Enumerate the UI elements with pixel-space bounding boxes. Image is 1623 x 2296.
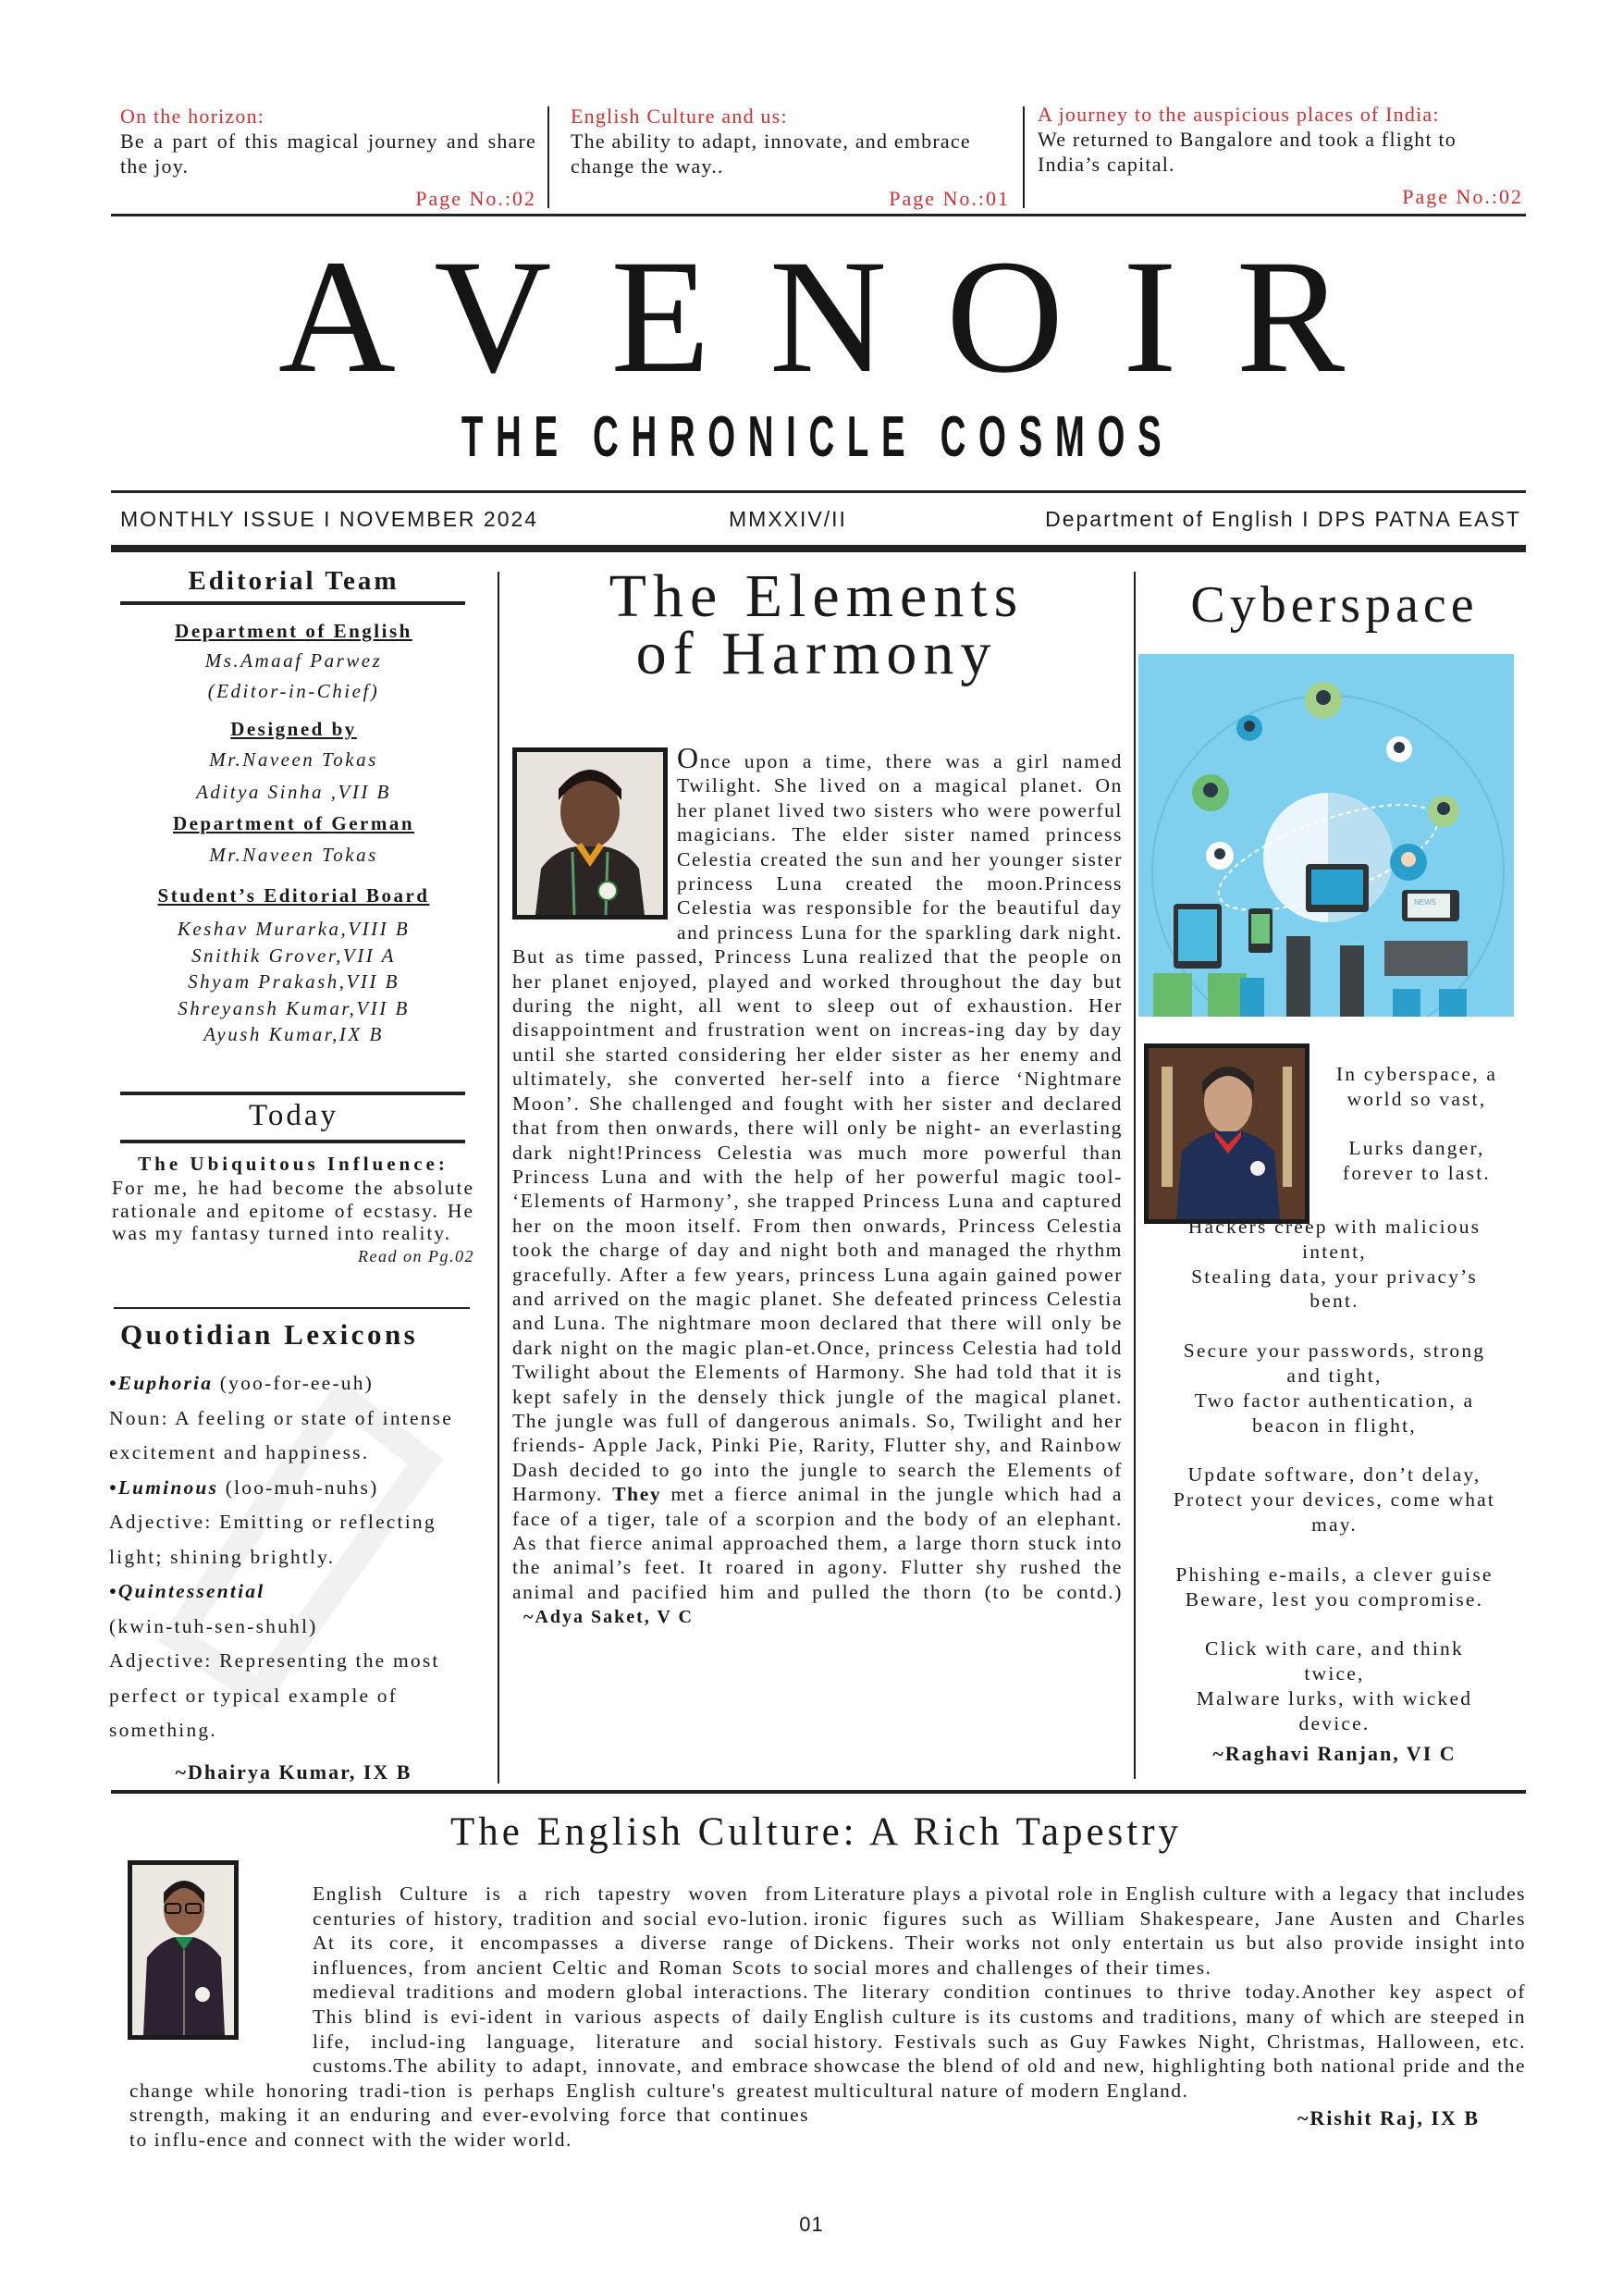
teaser-heading: English Culture and us:	[571, 105, 788, 128]
story-body	[512, 741, 1123, 1630]
story-byline: ~Adya Saket, V C	[523, 1607, 694, 1628]
lexicon-word: •Euphoria	[109, 1372, 214, 1394]
english-culture-paragraph: The literary condition continues to thrive today.Another key aspect of English culture is its customs and traditions, many of which are steeped in history. Festivals such as Guy Fawkes Night, Christmas, Halloween, etc. showcase the blend of old and new, highlighting both national pride and the multicultural nature of modern England.	[814, 1981, 1526, 2102]
team-member: Ms.Amaaf Parwez	[204, 649, 383, 672]
poem-line: Two factor authentication, a	[1194, 1389, 1475, 1412]
poem-stanza	[1145, 1339, 1524, 1438]
team-member: (Editor-in-Chief)	[207, 680, 380, 702]
bottom-section-divider	[111, 1790, 1526, 1794]
illustration-news-label: NEWS	[1414, 898, 1436, 907]
poem-line: Lurks danger,	[1348, 1137, 1485, 1160]
team-member: Aditya Sinha ,VII B	[196, 781, 391, 803]
cyber-illustration	[1138, 654, 1514, 1017]
poem-line: Malware lurks, with wicked	[1196, 1686, 1473, 1710]
story-dropcap: O	[677, 741, 700, 774]
story-text-continued: met a fierce animal in the jungle which had a face of a tiger, tale of a scorpion and the body of an elephant. As that fierce animal approached them, a large thorn stuck into the animal’s feet. It roared in agony. Flutter shy rushed the animal and pacified him and pulled the thorn (to be contd.)	[512, 1483, 1123, 1603]
poem-line: bent.	[1309, 1290, 1359, 1313]
poem-line: Secure your passwords, strong	[1183, 1339, 1486, 1363]
story-title-line-2: of Harmony	[635, 620, 998, 687]
poem-stanza	[1145, 1636, 1524, 1735]
lexicons-divider	[114, 1307, 470, 1309]
lexicon-entry	[109, 1574, 479, 1748]
story-title	[507, 562, 1126, 687]
poem-line: world so vast,	[1346, 1087, 1487, 1110]
today-feature[interactable]	[112, 1151, 474, 1267]
today-feature-title: The Ubiquitous Influence:	[138, 1153, 449, 1175]
page-number: 01	[799, 2213, 824, 2236]
teaser-text: The ability to adapt, innovate, and embrace change the way..	[571, 130, 971, 178]
editorial-team	[111, 614, 476, 1048]
today-feature-text: For me, he had become the absolute rationale and epitome of ecstasy. He was my fantasy turned into reality.	[112, 1177, 474, 1244]
lexicon-entry	[109, 1471, 479, 1575]
today-heading: Today	[248, 1099, 338, 1132]
masthead-logo: AVENOIR	[277, 227, 1405, 407]
poem-stanza	[1145, 1562, 1524, 1612]
teaser-page-link[interactable]: Page No.:02	[415, 187, 536, 210]
team-member: Ayush Kumar,IX B	[203, 1023, 384, 1045]
group-title: Student’s Editorial Board	[157, 884, 430, 907]
poem-byline: ~Raghavi Ranjan, VI C	[1212, 1741, 1457, 1765]
student-board-list	[111, 916, 476, 1048]
poem-stanza	[1145, 1463, 1524, 1537]
team-member: Keshav Murarka,VIII B	[177, 918, 411, 940]
poem-line: beacon in flight,	[1252, 1413, 1417, 1437]
team-member: Snithik Grover,VII A	[191, 944, 396, 967]
poem-intro	[1309, 1062, 1524, 1186]
lexicon-word: •Quintessential	[109, 1580, 265, 1602]
poem-line	[1309, 1112, 1524, 1137]
team-member: Mr.Naveen Tokas	[209, 844, 378, 866]
team-member: Shreyansh Kumar,VII B	[178, 996, 410, 1019]
column-divider-left	[498, 572, 499, 1784]
teaser-journey-india[interactable]	[1038, 102, 1523, 209]
top-divider	[111, 214, 1526, 216]
poem-line: intent,	[1302, 1240, 1367, 1263]
poem-line: Update software, don’t delay,	[1187, 1463, 1482, 1487]
english-culture-title: The English Culture: A Rich Tapestry	[449, 1810, 1183, 1854]
today-feature-body	[112, 1177, 474, 1265]
story-title-line-1: The Elements	[609, 562, 1025, 630]
poem-line: Stealing data, your privacy’s	[1191, 1265, 1478, 1288]
editorial-team-heading: Editorial Team	[188, 566, 400, 596]
lexicons-list	[109, 1366, 479, 1748]
english-culture-paragraph: Literature plays a pivotal role in English culture with a legacy that includes ironic figures such as William Shakespeare, Jane Austen and Charles Dickens. Their works not only entertain us but also provide insight into social mores and challenges of their times.	[814, 1882, 1526, 1979]
department-label: Department of English I DPS PATNA EAST	[1045, 507, 1521, 531]
story-text: nce upon a time, there was a girl named Twilight. She lived on a magical planet. On her planet lived two sisters who were powerful magicians. The elder sister named princess Celestia created the sun and her younger sister princess Luna created the moon.Princess Celestia was responsible for the beautiful day and princess Luna for the sparkling dark night. But as time passed, Princess Luna realized that the people on her planet enjoyed, played and worked throughout the day but during the night, all went to sleep out of exhaustion. Her disappointment and frustration went on increas-ing day by day until she started considering her elder sister as her enemy and ultimately, she converted her-self into a fierce ‘Nightmare Moon’. She challenged and fought with her sister and declared that from then onwards, there will only be night- an everlasting dark night!Princess Celestia was much more powerful than Princess Luna and with the help of her powerful magic tool- ‘Elements of Harmony’, she trapped Princess Luna and captured her on the moon itself. From then onwards, Princess Celestia took the charge of day and night both and managed the rhythm gracefully. After a few years, princess Luna again gained power and arrived on the magic planet. She defeated princess Celestia and Luna. The nightmare moon declared that there will only be dark night on the magic plan-et.Once, princess Celestia had told Twilight about the Elements of Harmony. She had told that it is kept safely in the densely thick jungle of the magical planet. The jungle was full of dangerous animals. So, Twilight and her friends- Apple Jack, Pinki Pie, Rarity, Flutter shy, and Rainbow Dash decided to go into the jungle to search the Elements of Harmony.	[512, 750, 1123, 1506]
poem-line: may.	[1311, 1512, 1358, 1536]
cyber-heading: Cyberspace	[1190, 576, 1479, 634]
poem-line: Protect your devices, come what	[1173, 1488, 1496, 1512]
team-member: Shyam Prakash,VII B	[188, 970, 400, 993]
infobar-divider	[111, 545, 1526, 552]
photo-wrap-spacer	[129, 1882, 313, 2063]
masthead-divider	[111, 490, 1526, 493]
poem-line: In cyberspace, a	[1335, 1063, 1498, 1085]
poem-line: device.	[1298, 1711, 1371, 1734]
group-title: Designed by	[230, 718, 357, 740]
teaser-divider	[1023, 106, 1025, 208]
teaser-page-link[interactable]: Page No.:02	[1402, 185, 1523, 208]
read-on-link[interactable]: Read on Pg.02	[358, 1246, 474, 1265]
english-culture-text: English Culture is a rich tapestry woven from centuries of history, tradition and social evo-lution. At its core, it encompasses a diverse range of influences, from ancient Celtic and Roman Scots to medieval traditions and modern global interactions. This blind is evi-ident in various aspects of daily life, includ-ing language, literature and social customs.The ability to adapt, innovate, and embrace change while honoring tradi-tion is perhaps English culture's greatest strength, making it an enduring and ever-evolving force that continues to influ-ence and connect with the wider world.	[129, 1882, 809, 2151]
lexicons-byline: ~Dhairya Kumar, IX B	[175, 1760, 412, 1784]
poem-line: Phishing e-mails, a clever guise	[1175, 1562, 1494, 1586]
volume-number: MMXXIV/II	[729, 507, 847, 531]
english-culture-byline: ~Rishit Raj, IX B	[1297, 2106, 1480, 2130]
lexicon-pronunciation: (yoo-for-ee-uh)	[213, 1372, 375, 1394]
today-divider-bottom	[120, 1140, 465, 1143]
editorial-heading-underline	[120, 601, 465, 605]
teaser-page-link[interactable]: Page No.:01	[889, 187, 1010, 210]
story-bold-word: They	[612, 1483, 662, 1506]
english-culture-col1	[129, 1882, 809, 2153]
poem-line: Hackers creep with malicious	[1187, 1216, 1482, 1238]
poem-line: and tight,	[1286, 1364, 1383, 1387]
lexicon-pronunciation: (kwin-tuh-sen-shuhl)	[109, 1614, 318, 1637]
lexicon-definition: Adjective: Emitting or reflecting light; shining brightly.	[109, 1511, 436, 1568]
lexicon-pronunciation: (loo-muh-nuhs)	[218, 1475, 379, 1499]
lexicon-definition: Adjective: Representing the most perfect or typical example of something.	[109, 1649, 440, 1741]
team-member: Mr.Naveen Tokas	[209, 748, 378, 771]
poem-stanza	[1145, 1215, 1524, 1314]
group-title: Department of English	[175, 620, 412, 642]
today-divider-top	[120, 1092, 465, 1095]
group-title: Department of German	[172, 812, 415, 834]
teaser-heading: On the horizon:	[120, 105, 265, 128]
teaser-english-culture[interactable]	[571, 104, 1010, 211]
author-photo-raghavi	[1144, 1043, 1309, 1224]
teaser-text: We returned to Bangalore and took a flight to India’s capital.	[1038, 128, 1457, 176]
poem-line: Beware, lest you compromise.	[1185, 1587, 1484, 1611]
issue-date: MONTHLY ISSUE I NOVEMBER 2024	[120, 507, 539, 531]
english-culture-col2	[814, 1882, 1526, 2131]
network-globe-illustration	[1138, 654, 1514, 1017]
poem-body	[1145, 1215, 1524, 1766]
lexicon-definition: Noun: A feeling or state of intense excitement and happiness.	[109, 1406, 453, 1463]
photo-wrap-spacer	[512, 746, 677, 923]
teaser-on-the-horizon[interactable]	[120, 104, 536, 211]
teaser-heading: A journey to the auspicious places of India:	[1038, 103, 1440, 126]
lexicon-word: •Luminous	[109, 1475, 219, 1499]
lexicon-entry	[109, 1366, 479, 1471]
teaser-text: Be a part of this magical journey and share the joy.	[120, 130, 536, 178]
student-portrait-icon	[1149, 1048, 1305, 1219]
column-divider-right	[1134, 572, 1136, 1779]
masthead-subtitle: THE CHRONICLE COSMOS	[461, 405, 1174, 469]
lexicons-heading: Quotidian Lexicons	[120, 1318, 419, 1351]
poem-line: Click with care, and think	[1205, 1637, 1464, 1660]
poem-line: twice,	[1304, 1662, 1365, 1685]
teaser-divider	[547, 106, 549, 208]
poem-line: forever to last.	[1343, 1162, 1491, 1185]
